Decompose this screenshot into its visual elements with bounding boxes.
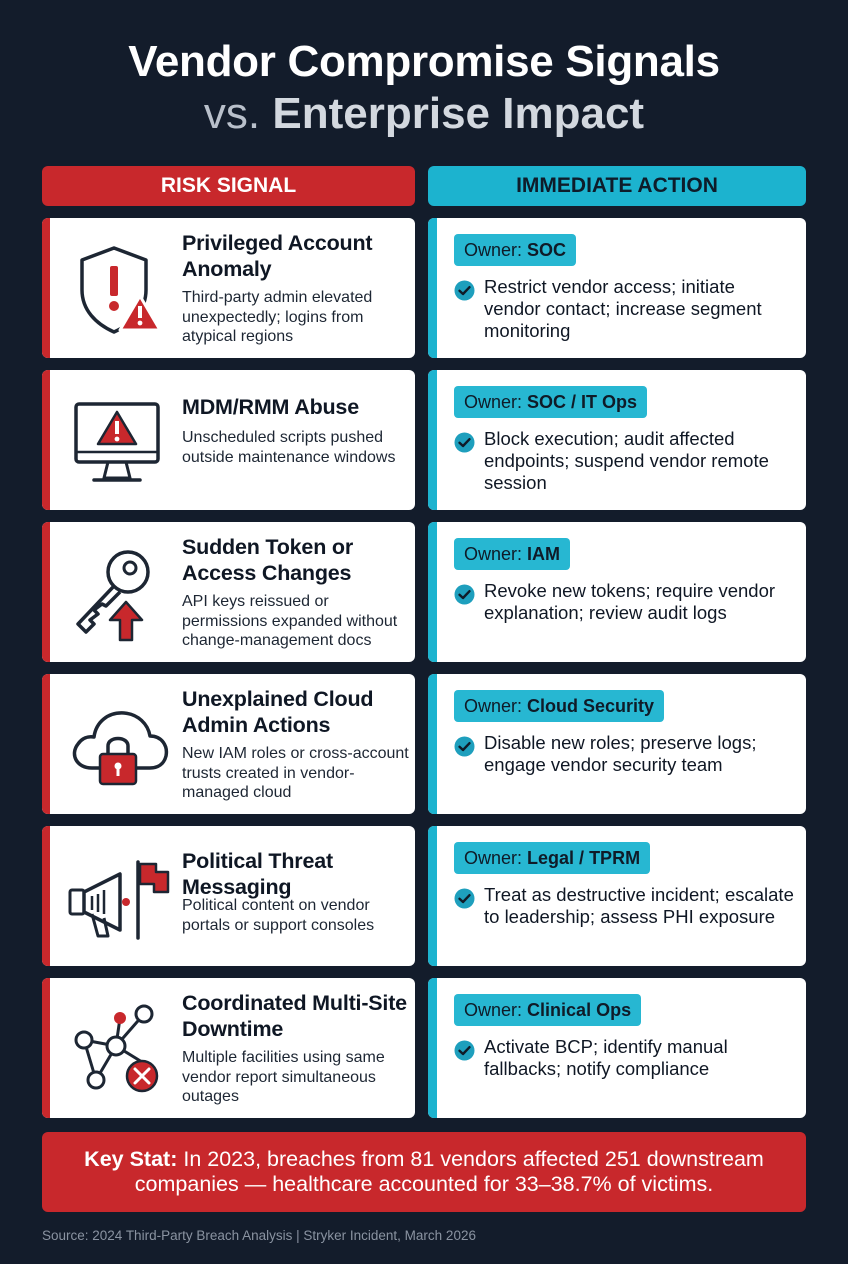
monitor-alert-icon: [68, 392, 172, 492]
owner-name: Legal / TPRM: [527, 848, 641, 868]
action-text: Activate BCP; identify manual fallbacks; notify compliance: [484, 1036, 728, 1079]
owner-badge: Owner: Cloud Security: [454, 690, 664, 722]
signal-description: Unscheduled scripts pushed outside maintenance windows: [182, 429, 396, 466]
signal-title: Coordinated Multi-Site Downtime: [182, 991, 407, 1041]
immediate-action-header: IMMEDIATE ACTION: [428, 166, 806, 206]
key-stat-banner: [42, 1132, 806, 1212]
owner-name: SOC: [527, 240, 567, 260]
action-text: Disable new roles; preserve logs; engage vendor security team: [484, 732, 757, 775]
title-line-1: Vendor Compromise Signals: [128, 37, 720, 86]
megaphone-flag-icon: [68, 848, 172, 948]
owner-name: SOC / IT Ops: [527, 392, 638, 412]
key-stat-label: Key Stat:: [84, 1147, 178, 1171]
signal-description: API keys reissued or permissions expanded without change-management docs: [182, 593, 398, 649]
risk-card: [42, 674, 415, 814]
signal-title: Privileged Account Anomaly: [182, 231, 373, 281]
action-card: [428, 370, 806, 510]
owner-badge: Owner: SOC / IT Ops: [454, 386, 647, 418]
action-card: [428, 826, 806, 966]
signal-title: Unexplained Cloud Admin Actions: [182, 687, 374, 737]
risk-signal-header: RISK SIGNAL: [42, 166, 415, 206]
owner-name: Cloud Security: [527, 696, 655, 716]
signal-title: Sudden Token or Access Changes: [182, 535, 353, 585]
title-prefix: vs.: [203, 89, 261, 138]
owner-name: IAM: [527, 544, 561, 564]
title-line-2: [0, 88, 848, 140]
risk-card: [42, 218, 415, 358]
risk-card: [42, 978, 415, 1118]
page-title: [0, 36, 848, 140]
network-error-icon: [68, 1000, 172, 1100]
key-stat-text: In 2023, breaches from 81 vendors affected 251 downstream companies — healthcare accounted for 33–38.7% of victims.: [134, 1147, 764, 1196]
action-text: Restrict vendor access; initiate vendor contact; increase segment monitoring: [484, 276, 762, 341]
source-note: Source: 2024 Third-Party Breach Analysis | Stryker Incident, March 2026: [42, 1228, 476, 1243]
risk-card: [42, 370, 415, 510]
action-text: Block execution; audit affected endpoints; suspend vendor remote session: [484, 428, 769, 493]
owner-name: Clinical Ops: [527, 1000, 632, 1020]
check-icon: [454, 584, 475, 605]
check-icon: [454, 888, 475, 909]
action-card: [428, 674, 806, 814]
check-icon: [454, 280, 475, 301]
signal-description: New IAM roles or cross-account trusts created in vendor-managed cloud: [182, 745, 409, 801]
signal-title: MDM/RMM Abuse: [182, 395, 359, 419]
signal-description: Multiple facilities using same vendor report simultaneous outages: [182, 1049, 385, 1105]
action-card: [428, 978, 806, 1118]
owner-badge: Owner: SOC: [454, 234, 576, 266]
signal-description: Political content on vendor portals or support consoles: [182, 897, 375, 934]
key-arrow-icon: [68, 544, 172, 644]
check-icon: [454, 432, 475, 453]
cloud-lock-icon: [68, 696, 172, 796]
owner-badge: Owner: Clinical Ops: [454, 994, 641, 1026]
owner-badge: Owner: IAM: [454, 538, 570, 570]
signal-description: Third-party admin elevated unexpectedly; logins from atypical regions: [182, 289, 373, 345]
signal-title: Political Threat Messaging: [182, 849, 333, 899]
shield-alert-icon: [68, 240, 172, 340]
owner-badge: Owner: Legal / TPRM: [454, 842, 650, 874]
check-icon: [454, 1040, 475, 1061]
action-text: Treat as destructive incident; escalate to leadership; assess PHI exposure: [484, 884, 794, 927]
risk-card: [42, 522, 415, 662]
action-card: [428, 522, 806, 662]
action-card: [428, 218, 806, 358]
action-text: Revoke new tokens; require vendor explanation; review audit logs: [484, 580, 776, 623]
check-icon: [454, 736, 475, 757]
risk-card: [42, 826, 415, 966]
title-emphasis: Enterprise Impact: [272, 89, 645, 138]
